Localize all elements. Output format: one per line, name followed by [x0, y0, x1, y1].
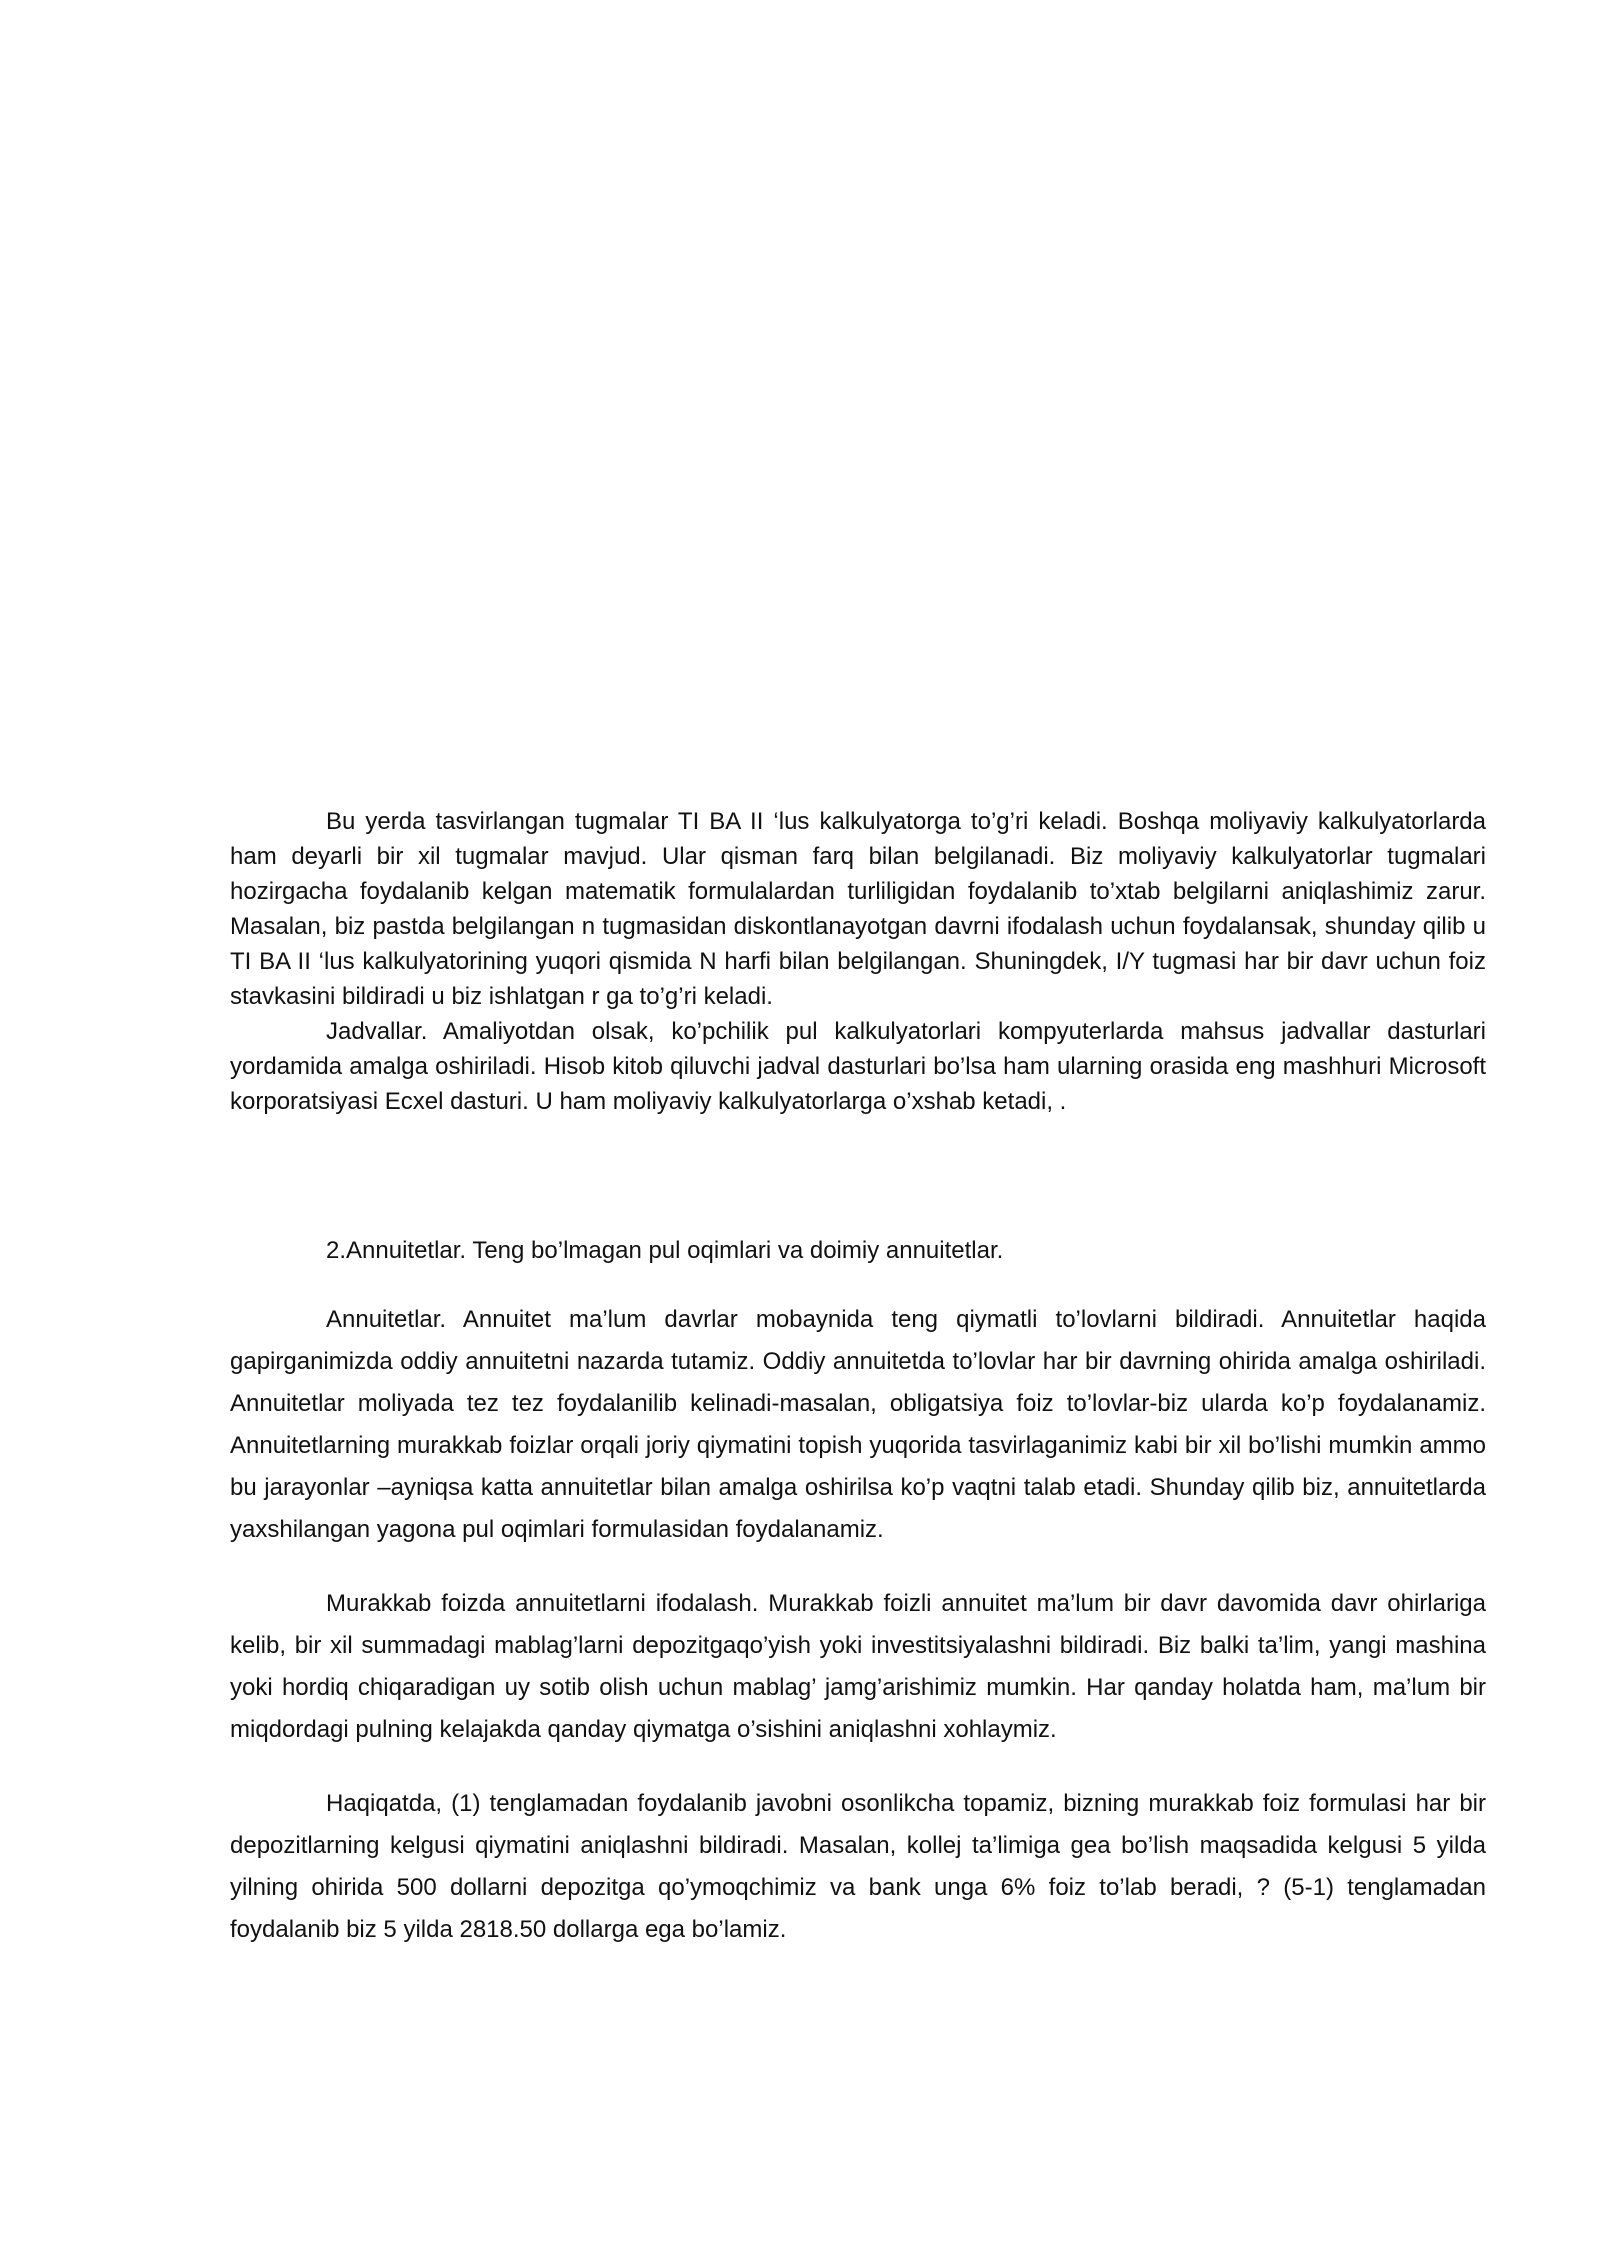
section-calculators — [230, 804, 1486, 1119]
paragraph-example: Haqiqatda, (1) tenglamadan foydalanib javobni osonlikcha topamiz, bizning murakkab foiz formulasi har bir depozitlarning kelgusi qiymatini aniqlashni bildiradi. Masalan, kollej ta’limiga gea bo’lish maqsadida kelgusi 5 yilda yilning ohirida 500 dollarni depozitga qo’ymoqchimiz va bank unga 6% foiz to’lab beradi, ? (5-1) tenglamadan foydalanib biz 5 yilda 2818.50 dollarga ega bo’lamiz. — [230, 1790, 1486, 1943]
section-annuities — [230, 1233, 1486, 1983]
section-heading: 2.Annuitetlar. Teng bo’lmagan pul oqimlari va doimiy annuitetlar. — [326, 1237, 1004, 1264]
paragraph-spreadsheets: Jadvallar. Amaliyotdan olsak, ko’pchilik pul kalkulyatorlari kompyuterlarda mahsus jadvallar dasturlari yordamida amalga oshiriladi. Hisob kitob qiluvchi jadval dasturlari bo’lsa ham ularning orasida eng mashhuri Microsoft korporatsiyasi Ecxel dasturi. U ham moliyaviy kalkulyatorlarga o’xshab ketadi, . — [230, 1018, 1486, 1115]
paragraph-annuities: Annuitetlar. Annuitet ma’lum davrlar mobaynida teng qiymatli to’lovlarni bildiradi. Annuitetlar haqida gapirganimizda oddiy annuitetni nazarda tutamiz. Oddiy annuitetda to’lovlar har bir davrning ohirida amalga oshiriladi. Annuitetlar moliyada tez tez foydalanilib kelinadi-masalan, obligatsiya foiz to’lovlar-biz ularda ko’p foydalanamiz. Annuitetlarning murakkab foizlar orqali joriy qiymatini topish yuqorida tasvirlaganimiz kabi bir xil bo’lishi mumkin ammo bu jarayonlar –ayniqsa katta annuitetlar bilan amalga oshirilsa ko’p vaqtni talab etadi. Shunday qilib biz, annuitetlarda yaxshilangan yagona pul oqimlari formulasidan foydalanamiz. — [230, 1306, 1486, 1543]
paragraph-calculator-buttons: Bu yerda tasvirlangan tugmalar TI BA II ‘lus kalkulyatorga to’g’ri keladi. Boshqa moliyaviy kalkulyatorlarda ham deyarli bir xil tugmalar mavjud. Ular qisman farq bilan belgilanadi. Biz moliyaviy kalkulyatorlar tugmalari hozirgacha foydalanib kelgan matematik formulalardan turliligidan foydalanib to’xtab belgilarni aniqlashimiz zarur. Masalan, biz pastda belgilangan n tugmasidan diskontlanayotgan davrni ifodalash uchun foydalansak, shunday qilib u TI BA II ‘lus kalkulyatorining yuqori qismida N harfi bilan belgilangan. Shuningdek, I/Y tugmasi har bir davr uchun foiz stavkasini bildiradi u biz ishlatgan r ga to’g’ri keladi. — [230, 808, 1486, 1010]
paragraph-compound-annuities: Murakkab foizda annuitetlarni ifodalash. Murakkab foizli annuitet ma’lum bir davr davomida davr ohirlariga kelib, bir xil summadagi mablag’larni depozitgaqo’yish yoki investitsiyalashni bildiradi. Biz balki ta’lim, yangi mashina yoki hordiq chiqaradigan uy sotib olish uchun mablag’ jamg’arishimiz mumkin. Har qanday holatda ham, ma’lum bir miqdordagi pulning kelajakda qanday qiymatga o’sishini aniqlashni xohlaymiz. — [230, 1590, 1486, 1743]
